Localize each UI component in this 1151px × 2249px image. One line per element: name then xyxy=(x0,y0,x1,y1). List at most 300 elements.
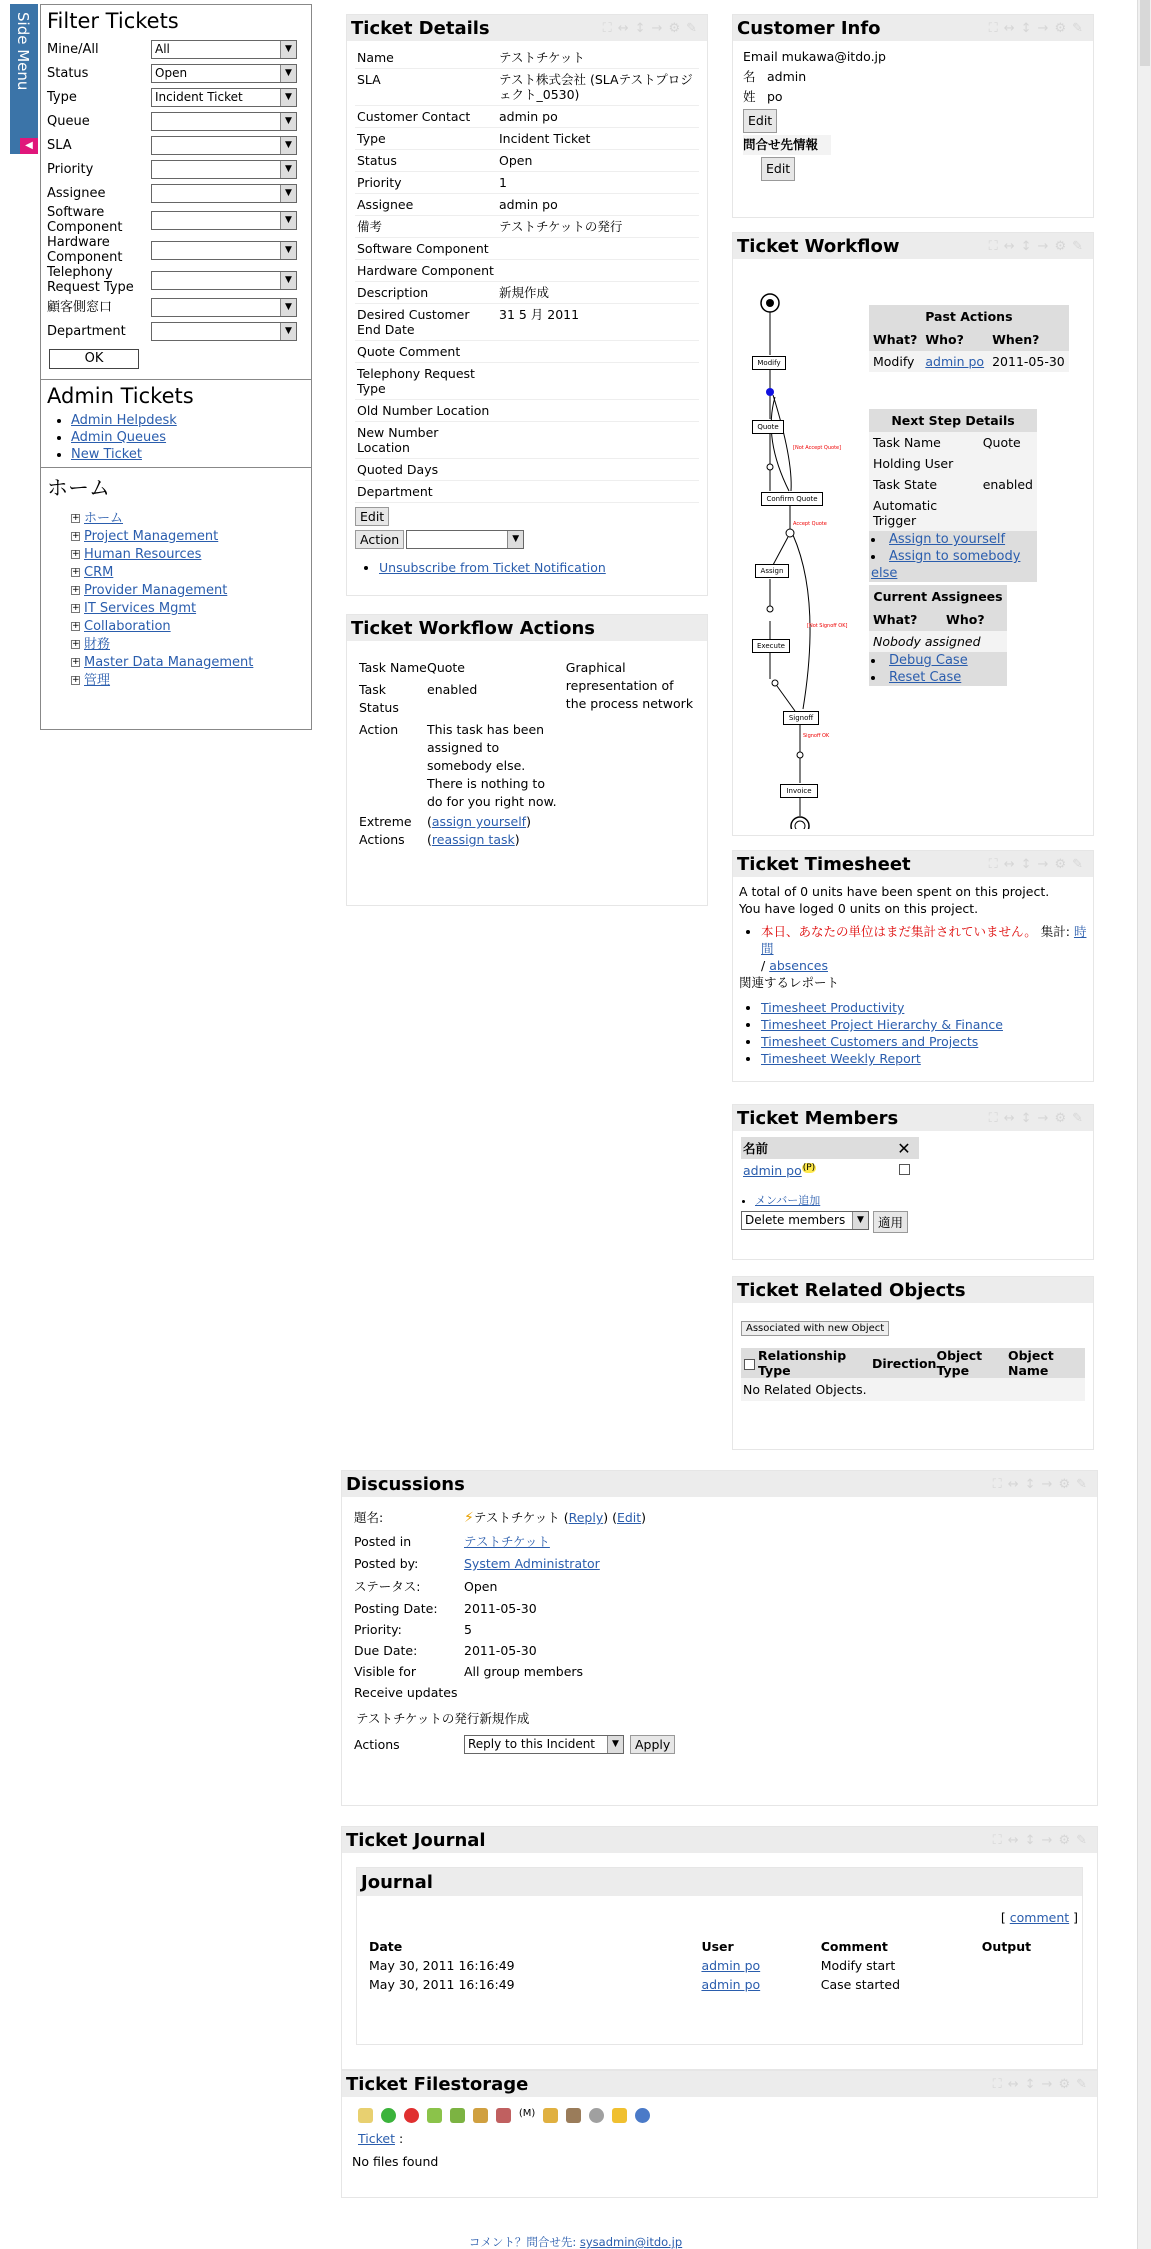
dropdown-arrow-icon[interactable]: ▼ xyxy=(280,185,296,202)
tree-link[interactable]: Collaboration xyxy=(84,619,171,634)
tree-item xyxy=(47,600,305,618)
task-status-label: Task Status xyxy=(359,682,399,715)
assignees-col-what: What? xyxy=(869,608,942,631)
detail-key: 備考 xyxy=(355,216,497,238)
key-icon[interactable] xyxy=(612,2108,627,2123)
detail-row xyxy=(355,400,699,422)
edge-label-not-signoff: [Not Signoff OK] xyxy=(807,623,848,629)
filter-select[interactable] xyxy=(151,160,297,179)
workflow-node-quote: Quote xyxy=(752,420,784,434)
next-step-title: Next Step Details xyxy=(869,409,1037,432)
dropdown-arrow-icon[interactable]: ▼ xyxy=(280,323,296,340)
panel-controls-icon[interactable]: ⛶↔↕→⚙✎ xyxy=(988,239,1089,254)
detail-row xyxy=(355,304,699,341)
filter-row xyxy=(47,109,305,133)
folder-separator: : xyxy=(398,2131,404,2146)
detail-value xyxy=(497,459,699,481)
journal-row xyxy=(357,1956,1082,1975)
workflow-actions-panel: Ticket Workflow Actions Task Name Quote Task Status enabled Action This task has been assigned to somebody else. There is nothing to do for you right now. Extreme Actions (assign yourself) (reassign task) Graphical representation of the process network xyxy=(346,614,708,906)
filter-label: Assignee xyxy=(47,185,106,201)
panel-controls-icon[interactable]: ⛶↔↕→⚙✎ xyxy=(992,2077,1093,2092)
past-actions-title: Past Actions xyxy=(869,305,1069,328)
past-col-what: What? xyxy=(869,328,921,351)
detail-row xyxy=(355,194,699,216)
rel-col-object-name: Object Name xyxy=(1007,1348,1054,1378)
workflow-arrows xyxy=(733,259,853,829)
filter-row xyxy=(47,157,305,181)
discussion-key: 題名: xyxy=(354,1510,384,1525)
assign-yourself-link[interactable]: assign yourself xyxy=(431,814,527,829)
details-edit-button[interactable]: Edit xyxy=(355,507,389,526)
detail-row xyxy=(355,47,699,69)
next-task-state-value: enabled xyxy=(979,474,1037,495)
add-icon[interactable] xyxy=(381,2108,396,2123)
filter-label: Queue xyxy=(47,113,90,129)
discussion-edit-link[interactable]: Edit xyxy=(616,1510,642,1525)
detail-value: テストチケットの発行 xyxy=(497,216,699,238)
expand-plus-icon[interactable]: + xyxy=(72,513,80,523)
discussion-key: Posted in xyxy=(354,1533,412,1549)
timesheet-logged: You have loged 0 units on this project. xyxy=(739,901,979,916)
expand-plus-icon[interactable]: + xyxy=(72,585,80,595)
email-value: mukawa@itdo.jp xyxy=(781,49,886,64)
workflow-actions-title: Ticket Workflow Actions xyxy=(351,618,595,639)
member-link[interactable]: admin po xyxy=(743,1163,802,1178)
detail-value: Incident Ticket xyxy=(497,128,699,150)
detail-key: Quoted Days xyxy=(355,459,497,481)
rel-col-object-type: Object Type xyxy=(936,1348,983,1378)
reset-case-link[interactable]: Reset Case xyxy=(889,670,962,685)
detail-row xyxy=(355,172,699,194)
filter-row xyxy=(47,61,305,85)
filter-row xyxy=(47,37,305,61)
detail-key: Old Number Location xyxy=(355,400,497,422)
detail-row xyxy=(355,128,699,150)
dropdown-arrow-icon[interactable]: ▼ xyxy=(280,161,296,178)
detail-row xyxy=(355,422,699,459)
discussion-row xyxy=(352,1640,648,1661)
members-title: Ticket Members xyxy=(737,1108,899,1129)
detail-row xyxy=(355,260,699,282)
detail-value: admin po xyxy=(497,106,699,128)
actions-label: Actions xyxy=(354,1737,400,1752)
tree-link[interactable]: Human Resources xyxy=(84,547,202,562)
discussion-value: Open xyxy=(464,1578,498,1594)
admin-queues-link[interactable]: Admin Queues xyxy=(71,430,167,445)
current-assignees xyxy=(869,585,1007,686)
detail-row xyxy=(355,106,699,128)
detail-key: Description xyxy=(355,282,497,304)
filter-select[interactable] xyxy=(151,40,297,59)
contact-edit-button[interactable]: Edit xyxy=(761,157,795,181)
detail-value: Open xyxy=(497,150,699,172)
delete-icon[interactable] xyxy=(404,2108,419,2123)
discussion-row xyxy=(352,1529,648,1553)
tree-item xyxy=(47,672,305,690)
panel-controls-icon[interactable]: ⛶↔↕→⚙✎ xyxy=(992,1477,1093,1492)
page-scrollbar[interactable] xyxy=(1137,0,1151,2249)
detail-key: Type xyxy=(355,128,497,150)
discussion-key: Visible for xyxy=(354,1664,416,1679)
new-folder-icon[interactable] xyxy=(358,2108,373,2123)
customer-info-title: Customer Info xyxy=(737,18,881,39)
debug-case-link[interactable]: Debug Case xyxy=(889,653,968,668)
tree-link[interactable]: Master Data Management xyxy=(84,655,254,670)
tree-item xyxy=(47,654,305,672)
tree-link[interactable]: ホーム xyxy=(84,511,124,526)
home-icon[interactable] xyxy=(566,2108,581,2123)
detail-key: Software Component xyxy=(355,238,497,260)
tree-link[interactable]: Provider Management xyxy=(84,583,228,598)
filter-row xyxy=(47,265,305,295)
settings-icon[interactable] xyxy=(589,2108,604,2123)
filter-row xyxy=(47,85,305,109)
dropdown-arrow-icon[interactable]: ▼ xyxy=(280,89,296,106)
filter-row xyxy=(47,235,305,265)
filter-select[interactable] xyxy=(151,184,297,203)
detail-value xyxy=(497,422,699,459)
footer-email-link[interactable]: sysadmin@itdo.jp xyxy=(579,2235,683,2249)
journal-comment-link[interactable]: comment xyxy=(1009,1910,1070,1925)
assign-to-somebody-link[interactable]: Assign to somebody else xyxy=(871,549,1021,581)
rel-col-type: Relationship Type xyxy=(758,1348,847,1378)
workflow-node-assign: Assign xyxy=(755,564,789,578)
delete-x-icon: ✕ xyxy=(897,1138,911,1158)
tree-item xyxy=(47,528,305,546)
journal-user-link[interactable]: admin po xyxy=(701,1977,761,1992)
customer-edit-button[interactable]: Edit xyxy=(743,109,777,133)
detail-value: 31 5 月 2011 xyxy=(497,304,699,341)
delete-members-select[interactable]: Delete members ▼ xyxy=(741,1211,869,1230)
filter-select[interactable] xyxy=(151,64,297,83)
detail-key: Assignee xyxy=(355,194,497,216)
discussion-row xyxy=(352,1598,648,1619)
expand-plus-icon[interactable]: + xyxy=(72,567,80,577)
detail-key: Priority xyxy=(355,172,497,194)
associate-object-button[interactable]: Associated with new Object xyxy=(741,1321,889,1336)
detail-key: Department xyxy=(355,481,497,503)
sei-label: 姓 xyxy=(743,89,756,104)
task-name-value: Quote xyxy=(427,660,466,675)
mei-label: 名 xyxy=(743,69,756,84)
unsubscribe-link[interactable]: Unsubscribe from Ticket Notification xyxy=(379,560,606,575)
panel-controls-icon[interactable]: ⛶↔↕→⚙✎ xyxy=(992,1833,1093,1848)
tree-item xyxy=(47,546,305,564)
detail-value: admin po xyxy=(497,194,699,216)
discussion-value: 2011-05-30 xyxy=(464,1601,537,1616)
detail-value: テストチケット xyxy=(497,47,699,69)
next-task-name-value: Quote xyxy=(979,432,1037,453)
assignees-title: Current Assignees xyxy=(869,585,1007,608)
discussion-value xyxy=(462,1682,648,1703)
filter-label: Hardware Component xyxy=(47,235,123,265)
no-files: No files found xyxy=(352,2154,439,2169)
tree-link[interactable]: CRM xyxy=(84,565,114,580)
related-title: Ticket Related Objects xyxy=(737,1280,966,1301)
discussion-key: ステータス: xyxy=(354,1579,421,1594)
detail-key: Status xyxy=(355,150,497,172)
detail-row xyxy=(355,363,699,400)
discussion-apply-button[interactable]: Apply xyxy=(630,1735,675,1754)
ticket-timesheet-panel: Ticket Timesheet ⛶↔↕→⚙✎ A total of 0 units have been spent on this project. You have loged 0 units on this project. • 本日、あなたの単位はまだ集計されていません。 集計: 時間 / absences 関連するレポート • Timesheet Productivity • Timesheet Project Hierarchy & Finance • Timesheet Customers and Projects • Timesheet Weekly Report xyxy=(732,850,1094,1082)
discussion-row xyxy=(352,1661,648,1682)
report-weekly-link[interactable]: Timesheet Weekly Report xyxy=(761,1051,921,1066)
workflow-node-confirm-quote: Confirm Quote xyxy=(761,492,823,506)
detail-row xyxy=(355,69,699,106)
related-objects-panel xyxy=(732,1276,1094,1450)
filter-label: 顧客側窓口 xyxy=(47,299,113,315)
expand-plus-icon[interactable]: + xyxy=(72,657,80,667)
edge-label-accept: Accept Quote xyxy=(793,521,827,527)
journal-comment: Case started xyxy=(820,1977,901,1992)
panel-controls-icon[interactable]: ⛶↔↕→⚙✎ xyxy=(988,1111,1089,1126)
timesheet-warning: 本日、あなたの単位はまだ集計されていません。 xyxy=(761,924,1037,939)
discussion-value: 5 xyxy=(464,1622,472,1637)
new-ticket-link[interactable]: New Ticket xyxy=(71,447,142,462)
action-select[interactable]: ▼ xyxy=(406,530,524,549)
expand-plus-icon[interactable]: + xyxy=(72,603,80,613)
filter-select-value: Open xyxy=(155,65,188,80)
journal-output xyxy=(982,1956,1082,1975)
discussion-key: Posted by: xyxy=(354,1556,419,1571)
panel-controls-icon[interactable]: ⛶↔↕→⚙✎ xyxy=(602,21,703,36)
upload-icon[interactable] xyxy=(427,2108,442,2123)
reassign-task-link[interactable]: reassign task xyxy=(431,832,515,847)
dropdown-arrow-icon[interactable]: ▼ xyxy=(280,65,296,82)
filter-select[interactable] xyxy=(151,112,297,131)
tree-link[interactable]: 財務 xyxy=(84,637,111,652)
detail-value xyxy=(497,400,699,422)
filter-label: Status xyxy=(47,65,89,81)
filter-select[interactable] xyxy=(151,271,297,290)
dropdown-arrow-icon[interactable]: ▼ xyxy=(280,113,296,130)
discussion-key: Due Date: xyxy=(354,1643,418,1658)
filter-ok-button[interactable]: OK xyxy=(49,349,139,369)
assignees-col-who: Who? xyxy=(942,608,1007,631)
panel-controls-icon[interactable]: ⛶↔↕→⚙✎ xyxy=(988,857,1089,872)
ticket-workflow-panel xyxy=(732,232,1094,836)
filter-select[interactable] xyxy=(151,322,297,341)
scrollbar-thumb[interactable] xyxy=(1140,0,1150,66)
workflow-node-signoff: Signoff xyxy=(783,711,819,725)
discussion-row xyxy=(352,1682,648,1703)
related-reports-title: 関連するレポート xyxy=(739,975,840,990)
detail-key: Name xyxy=(355,47,497,69)
detail-row xyxy=(355,481,699,503)
detail-row xyxy=(355,216,699,238)
next-holding-user-label: Holding User xyxy=(869,453,979,474)
journal-comment: Modify start xyxy=(820,1958,896,1973)
filter-label: Software Component xyxy=(47,205,123,235)
filter-row xyxy=(47,319,305,343)
expand-plus-icon[interactable]: + xyxy=(72,639,80,649)
email-label: Email xyxy=(743,49,778,64)
filter-panel xyxy=(40,4,312,730)
journal-user-link[interactable]: admin po xyxy=(701,1958,761,1973)
filter-label: SLA xyxy=(47,137,72,153)
detail-row xyxy=(355,282,699,304)
filter-label: Department xyxy=(47,323,126,339)
side-menu-tab[interactable] xyxy=(10,4,38,154)
members-col-name: 名前 xyxy=(743,1141,769,1156)
filter-select[interactable] xyxy=(151,136,297,155)
journal-date: May 30, 2011 16:16:49 xyxy=(369,1977,515,1992)
tree-item xyxy=(47,510,305,528)
timesheet-total: A total of 0 units have been spent on this project. xyxy=(739,884,1050,899)
hours-link[interactable]: 時間 xyxy=(761,924,1087,956)
filter-label: Telephony Request Type xyxy=(47,265,134,295)
tree-link[interactable]: 管理 xyxy=(84,673,111,688)
lightning-icon: ⚡ xyxy=(464,1510,474,1526)
expand-plus-icon[interactable]: + xyxy=(72,675,80,685)
user-icon[interactable] xyxy=(635,2108,650,2123)
discussions-title: Discussions xyxy=(346,1474,465,1495)
dropdown-arrow-icon[interactable]: ▼ xyxy=(280,212,296,229)
journal-inner-title: Journal xyxy=(357,1868,1082,1896)
discussion-key: Receive updates xyxy=(354,1685,458,1700)
detail-key: SLA xyxy=(355,69,497,106)
filter-row xyxy=(47,133,305,157)
ticket-details-panel xyxy=(346,14,708,596)
tree-link[interactable]: Project Management xyxy=(84,529,219,544)
journal-output xyxy=(982,1975,1082,1994)
detail-key: Quote Comment xyxy=(355,341,497,363)
past-what: Modify xyxy=(869,351,921,372)
journal-col-date: Date xyxy=(369,1939,403,1954)
collapse-arrow-icon[interactable]: ◀ xyxy=(20,138,38,154)
admin-tickets-section xyxy=(41,380,311,468)
permission-m-icon[interactable]: (M) xyxy=(518,2108,536,2119)
dropdown-arrow-icon[interactable]: ▼ xyxy=(280,137,296,154)
past-who-link[interactable]: admin po xyxy=(925,354,985,369)
ticket-folder-link[interactable]: Ticket xyxy=(358,2131,395,2146)
dropdown-arrow-icon[interactable]: ▼ xyxy=(280,272,296,289)
detail-value xyxy=(497,341,699,363)
filestorage-panel xyxy=(341,2070,1098,2198)
tree-link[interactable]: IT Services Mgmt xyxy=(84,601,197,616)
unlock-icon[interactable] xyxy=(496,2108,511,2123)
filter-select-value: Incident Ticket xyxy=(155,89,243,104)
filter-label: Priority xyxy=(47,161,94,177)
past-when: 2011-05-30 xyxy=(988,351,1069,372)
action-button[interactable]: Action xyxy=(355,530,404,549)
discussion-action-select[interactable]: Reply to this Incident ▼ xyxy=(464,1735,624,1754)
filter-select[interactable] xyxy=(151,88,297,107)
journal-col-user: User xyxy=(701,1939,734,1954)
absences-link[interactable]: absences xyxy=(769,958,828,973)
journal-col-comment: Comment xyxy=(820,1939,888,1954)
next-holding-user-value xyxy=(979,453,1037,474)
lock-icon[interactable] xyxy=(473,2108,488,2123)
detail-value xyxy=(497,260,699,282)
filter-row xyxy=(47,181,305,205)
filter-row xyxy=(47,295,305,319)
no-related-objects: No Related Objects. xyxy=(743,1382,867,1397)
journal-title: Ticket Journal xyxy=(346,1830,486,1851)
filter-select-value: All xyxy=(155,41,170,56)
report-hierarchy-link[interactable]: Timesheet Project Hierarchy & Finance xyxy=(761,1017,1003,1032)
detail-key: Hardware Component xyxy=(355,260,497,282)
member-checkbox[interactable] xyxy=(899,1164,910,1175)
past-actions xyxy=(869,305,1069,372)
task-status-value: enabled xyxy=(427,682,478,697)
sei-value: po xyxy=(767,89,783,104)
reply-link[interactable]: Reply xyxy=(568,1510,604,1525)
assign-to-yourself-link[interactable]: Assign to yourself xyxy=(889,532,1006,547)
file-toolbar xyxy=(358,2107,1081,2123)
filter-select[interactable] xyxy=(151,298,297,317)
report-productivity-link[interactable]: Timesheet Productivity xyxy=(761,1000,905,1015)
expand-plus-icon[interactable]: + xyxy=(72,621,80,631)
sum-label: 集計: xyxy=(1040,924,1070,939)
discussion-row xyxy=(352,1574,648,1598)
filter-select[interactable] xyxy=(151,241,297,260)
report-customers-link[interactable]: Timesheet Customers and Projects xyxy=(761,1034,979,1049)
detail-key: New Number Location xyxy=(355,422,497,459)
member-badge: (P) xyxy=(802,1163,816,1173)
edge-label-signoff-ok: Signoff OK xyxy=(803,733,830,739)
users-icon[interactable] xyxy=(543,2108,558,2123)
filter-select[interactable] xyxy=(151,211,297,230)
customer-info-panel xyxy=(732,14,1094,218)
dropdown-arrow-icon[interactable]: ▼ xyxy=(280,299,296,316)
ticket-journal-panel xyxy=(341,1826,1098,2070)
footer xyxy=(0,2234,1151,2249)
workflow-node-modify: Modify xyxy=(752,356,786,370)
detail-value xyxy=(497,363,699,400)
journal-col-output: Output xyxy=(981,1939,1032,1954)
discussions-panel xyxy=(341,1470,1098,1806)
mei-value: admin xyxy=(767,69,807,84)
download-icon[interactable] xyxy=(450,2108,465,2123)
next-trigger-label: Automatic Trigger xyxy=(869,495,979,531)
home-section xyxy=(41,468,311,694)
discussion-value: All group members xyxy=(464,1664,584,1679)
detail-row xyxy=(355,341,699,363)
timesheet-title: Ticket Timesheet xyxy=(737,854,911,875)
next-step-details xyxy=(869,409,1037,582)
dropdown-arrow-icon[interactable]: ▼ xyxy=(280,242,296,259)
expand-plus-icon[interactable]: + xyxy=(72,549,80,559)
tree-item xyxy=(47,564,305,582)
detail-row xyxy=(355,238,699,260)
past-col-when: When? xyxy=(988,328,1069,351)
panel-controls-icon[interactable]: ⛶↔↕→⚙✎ xyxy=(988,21,1089,36)
filter-row xyxy=(47,205,305,235)
tree-item xyxy=(47,636,305,654)
edge-label-not-accept: [Not Accept Quote] xyxy=(793,445,842,451)
select-all-checkbox[interactable] xyxy=(744,1359,755,1370)
workflow-graph xyxy=(733,259,1093,829)
dropdown-arrow-icon[interactable]: ▼ xyxy=(280,41,296,58)
home-title: ホーム xyxy=(47,476,110,500)
detail-row xyxy=(355,150,699,172)
expand-plus-icon[interactable]: + xyxy=(72,531,80,541)
ticket-details-title: Ticket Details xyxy=(351,18,490,39)
discussion-row xyxy=(352,1619,648,1640)
filter-tickets-section xyxy=(41,5,311,380)
footer-text: コメント？問合せ先: xyxy=(468,2235,577,2249)
admin-helpdesk-link[interactable]: Admin Helpdesk xyxy=(71,413,177,428)
members-apply-button[interactable]: 適用 xyxy=(873,1211,908,1233)
discussion-link[interactable]: System Administrator xyxy=(464,1556,600,1571)
contact-info-label: 問合せ先情報 xyxy=(743,135,831,155)
workflow-node-invoice: Invoice xyxy=(780,784,818,798)
ticket-workflow-title: Ticket Workflow xyxy=(737,236,900,257)
discussion-link[interactable]: テストチケット xyxy=(464,1534,550,1549)
detail-value xyxy=(497,238,699,260)
add-member-link[interactable]: メンバー追加 xyxy=(755,1194,821,1207)
